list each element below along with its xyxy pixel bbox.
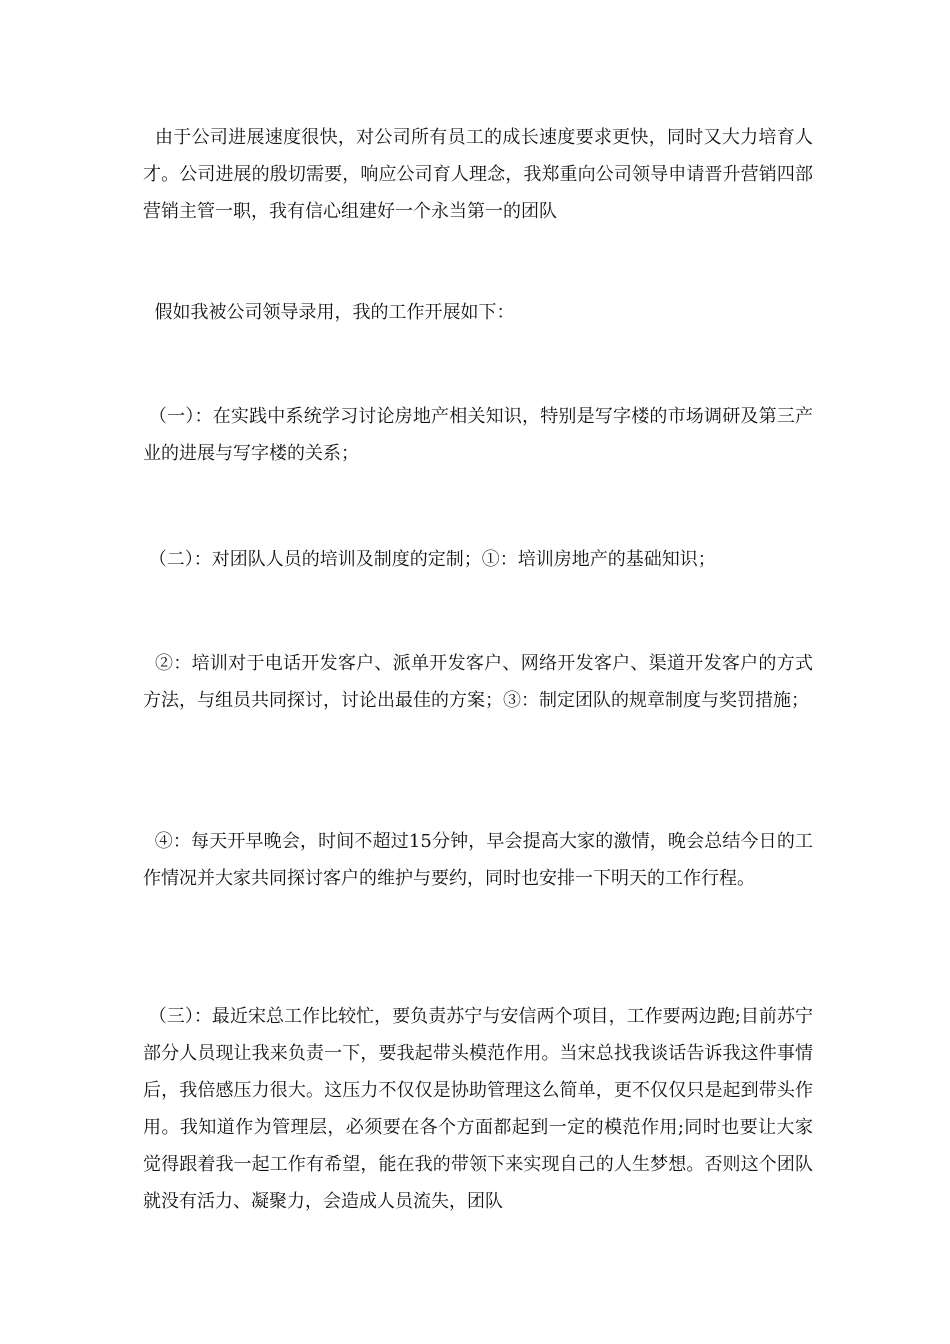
paragraph-plan-item-1: （一）：在实践中系统学习讨论房地产相关知识，特别是写字楼的市场调研及第三产业的进展与写字楼的关系； [143,406,813,464]
paragraph-work-plan-intro: 假如我被公司领导录用，我的工作开展如下： [143,302,515,323]
paragraph-plan-item-3: （三）：最近宋总工作比较忙，要负责苏宁与安信两个项目，工作要两边跑;目前苏宁部分人员现让我来负责一下，要我起带头模范作用。当宋总找我谈话告诉我这件事情后，我倍感压力很大。这压力不仅仅是协助管理这么简单，更不仅仅只是起到带头作用。我知道作为管理层，必须要在各个方面都起到一定的模范作用;同时也要让大家觉得跟着我一起工作有希望，能在我的带领下来实现自己的人生梦想。否则这个团队就没有活力、凝聚力，会造成人员流失，团队 [143,1006,813,1212]
paragraph-training-methods: ②：培训对于电话开发客户、派单开发客户、网络开发客户、渠道开发客户的方式方法，与组员共同探讨，讨论出最佳的方案；③：制定团队的规章制度与奖罚措施； [143,653,813,711]
paragraph-daily-meetings: ④：每天开早晚会，时间不超过15分钟，早会提高大家的激情，晚会总结今日的工作情况并大家共同探讨客户的维护与要约，同时也安排一下明天的工作行程。 [143,831,813,889]
paragraph-plan-item-2: （二）：对团队人员的培训及制度的定制；①：培训房地产的基础知识； [143,549,716,570]
paragraph-promotion-application: 由于公司进展速度很快，对公司所有员工的成长速度要求更快，同时又大力培育人才。公司进展的殷切需要，响应公司育人理念，我郑重向公司领导申请晋升营销四部营销主管一职，我有信心组建好一个永当第一的团队 [143,127,813,222]
